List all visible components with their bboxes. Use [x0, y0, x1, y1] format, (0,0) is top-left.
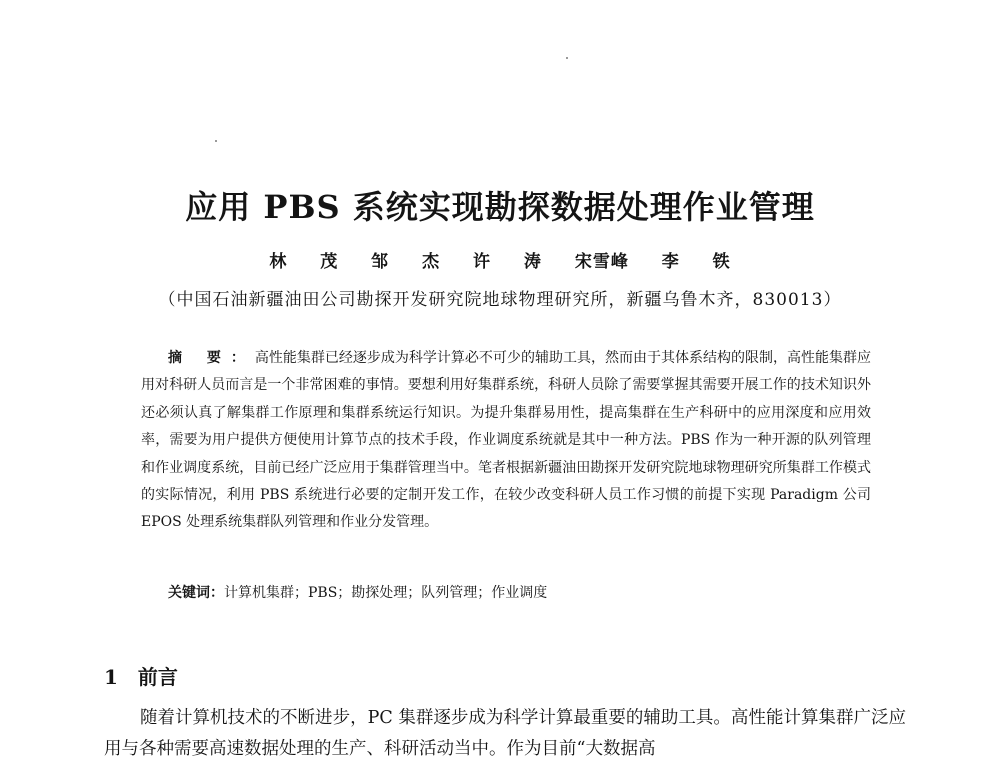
body-paragraph: 随着计算机技术的不断进步，PC 集群逐步成为科学计算最重要的辅助工具。高性能计算集群广泛应用与各种需要高速数据处理的生产、科研活动当中。作为目前“大数据高 — [104, 708, 906, 759]
abstract-text: 高性能集群已经逐步成为科学计算必不可少的辅助工具，然而由于其体系结构的限制，高性能集群应用对科研人员而言是一个非常困难的事情。要想利用好集群系统，科研人员除了需要掌握其需要开展工作的技术知识外还必须认真了解集群工作原理和集群系统运行知识。为提升集群易用性，提高集群在生产科研中的应用深度和应用效率，需要为用户提供方便使用计算节点的技术手段，作业调度系统就是其中一种方法。PBS 作为一种开源的队列管理和作业调度系统，目前已经广泛应用于集群管理当中。笔者根据新疆油田勘探开发研究院地球物理研究所集群工作模式的实际情况，利用 PBS 系统进行必要的定制开发工作，在较少改变科研人员工作习惯的前提下实现 Paradigm 公司 EPOS 处理系统集群队列管理和作业分发管理。 — [141, 350, 872, 531]
affiliation: （中国石油新疆油田公司勘探开发研究院地球物理研究所，新疆乌鲁木齐，830013） — [158, 290, 842, 310]
scan-speck — [566, 57, 568, 59]
keywords-text: 计算机集群；PBS；勘探处理；队列管理；作业调度 — [224, 585, 548, 601]
section-number: 1 — [104, 665, 118, 689]
abstract — [141, 345, 871, 537]
author-list: 林 茂 邹 杰 许 涛 宋雪峰 李 铁 — [269, 252, 731, 272]
section-title: 前言 — [137, 665, 178, 689]
keywords — [168, 581, 868, 605]
keywords-label: 关键词： — [168, 585, 224, 601]
scan-speck — [215, 140, 217, 142]
abstract-label: 摘 要： — [168, 350, 255, 366]
paper-title: 应用 PBS 系统实现勘探数据处理作业管理 — [185, 188, 815, 226]
section-heading — [104, 661, 178, 690]
